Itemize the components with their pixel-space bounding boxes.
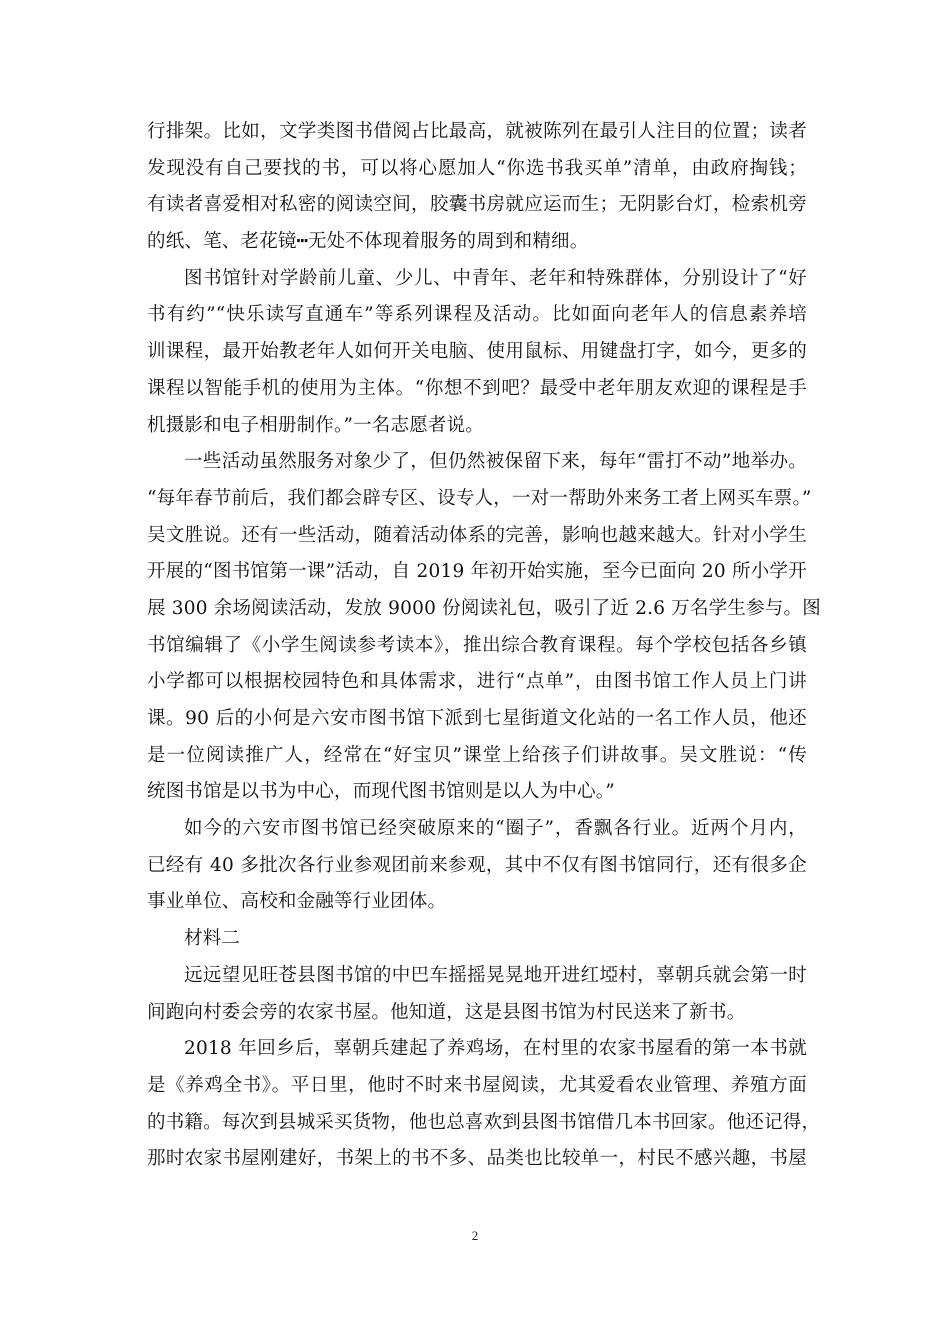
section-heading: 材料二 bbox=[184, 928, 241, 950]
text-line: 那时农家书屋刚建好，书架上的书不多、品类也比较单一，村民不感兴趣，书屋 bbox=[147, 1148, 807, 1170]
text-line: 间跑向村委会旁的农家书屋。他知道，这是县图书馆为村民送来了新书。 bbox=[147, 1001, 746, 1023]
text-line: 吴文胜说。还有一些活动，随着活动体系的完善，影响也越来越大。针对小学生 bbox=[147, 524, 807, 546]
text-line: 的纸、笔、老花镜┅无处不体现着服务的周到和精细。 bbox=[147, 231, 589, 253]
text-line: 2018 年回乡后，辜朝兵建起了养鸡场，在村里的农家书屋看的第一本书就 bbox=[184, 1038, 807, 1060]
text-line: 行排架。比如，文学类图书借阅占比最高，就被陈列在最引人注目的位置；读者 bbox=[147, 121, 807, 142]
text-line: 小学都可以根据校园特色和具体需求，进行“点单”，由图书馆工作人员上门讲 bbox=[147, 671, 807, 693]
text-line: 训课程，最开始教老年人如何开关电脑、使用鼠标、用键盘打字，如今，更多的 bbox=[147, 341, 807, 363]
page-number: 2 bbox=[471, 1228, 479, 1243]
text-line: 图书馆针对学龄前儿童、少儿、中青年、老年和特殊群体，分别设计了“好 bbox=[184, 267, 807, 289]
text-line: 已经有 40 多批次各行业参观团前来参观，其中不仅有图书馆同行，还有很多企 bbox=[147, 854, 807, 876]
text-line: 远远望见旺苍县图书馆的中巴车摇摇晃晃地开进红埡村，辜朝兵就会第一时 bbox=[184, 964, 807, 986]
text-line: 课程以智能手机的使用为主体。“你想不到吧？最受中老年朋友欢迎的课程是手 bbox=[147, 377, 807, 399]
text-line: 书有约”“快乐读写直通车”等系列课程及活动。比如面向老年人的信息素养培 bbox=[147, 304, 807, 326]
text-line: 机摄影和电子相册制作。”一名志愿者说。 bbox=[147, 414, 485, 436]
text-line: 如今的六安市图书馆已经突破原来的“圈子”，香飘各行业。近两个月内， bbox=[184, 818, 807, 840]
text-line: 是《养鸡全书》。平日里，他时不时来书屋阅读，尤其爱看农业管理、养殖方面 bbox=[147, 1074, 807, 1096]
text-line: 书馆编辑了《小学生阅读参考读本》，推出综合教育课程。每个学校包括各乡镇 bbox=[147, 634, 807, 656]
text-line: 课。90 后的小何是六安市图书馆下派到七星街道文化站的一名工作人员，他还 bbox=[147, 708, 807, 729]
text-line: 有读者喜爱相对私密的阅读空间，胶囊书房就应运而生；无阴影台灯，检索机旁 bbox=[147, 194, 807, 216]
text-line: 事业单位、高校和金融等行业团体。 bbox=[147, 891, 447, 913]
text-line: 的书籍。每次到县城采买货物，他也总喜欢到县图书馆借几本书回家。他还记得， bbox=[147, 1111, 821, 1133]
text-line: 开展的“图书馆第一课”活动，自 2019 年初开始实施，至今已面向 20 所小学开 bbox=[147, 561, 807, 583]
text-line: 统图书馆是以书为中心，而现代图书馆则是以人为中心。” bbox=[147, 781, 615, 803]
text-line: “每年春节前后，我们都会辟专区、设专人，一对一帮助外来务工者上网买车票。” bbox=[147, 487, 812, 509]
text-line: 是一位阅读推广人，经常在“好宝贝”课堂上给孩子们讲故事。吴文胜说：“传 bbox=[147, 744, 807, 766]
text-line: 发现没有自己要找的书，可以将心愿加人“你选书我买单”清单，由政府掏钱； bbox=[147, 157, 807, 179]
article-body bbox=[147, 114, 821, 1178]
text-line: 展 300 余场阅读活动，发放 9000 份阅读礼包，吸引了近 2.6 万名学生参与。图 bbox=[147, 597, 821, 619]
text-line: 一些活动虽然服务对象少了，但仍然被保留下来，每年“雷打不动”地举办。 bbox=[184, 451, 807, 473]
